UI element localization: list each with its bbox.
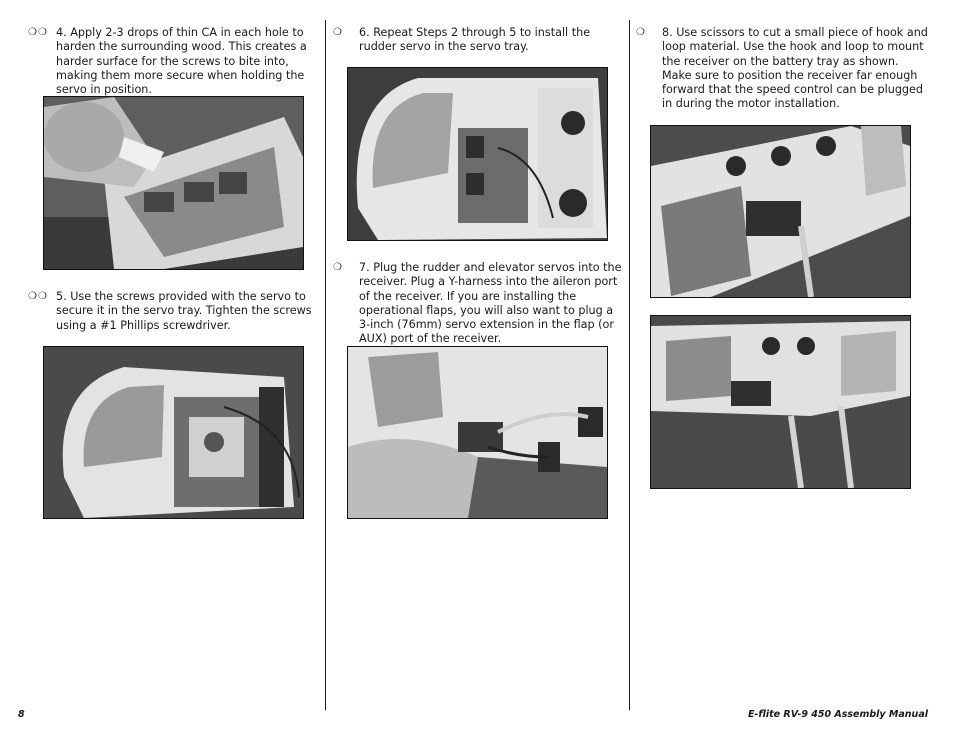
- checkbox-icon[interactable]: ❍: [333, 27, 343, 38]
- photo-ca-application-image: [44, 97, 303, 269]
- photo-rudder-servo-image: [348, 68, 607, 240]
- column-divider-2: [629, 20, 630, 710]
- step-4-text: 4. Apply 2-3 drops of thin CA in each hole to harden the surrounding wood. This creates a harder surface for the screws to bite into, making them more secure when holding the servo in position.: [56, 26, 307, 97]
- step-8: [636, 26, 931, 112]
- photo-receiver-mount-top: [650, 125, 911, 298]
- photo-servo-screws: [43, 346, 304, 519]
- photo-receiver-mount-side-image: [651, 316, 910, 488]
- column-divider-1: [325, 20, 326, 710]
- checkbox-icon[interactable]: ❍❍: [28, 27, 48, 38]
- step-7: [333, 261, 623, 347]
- step-5-text: 5. Use the screws provided with the servo to secure it in the servo tray. Tighten the screws using a #1 Phillips screwdriver.: [56, 290, 312, 332]
- photo-receiver-plugging-image: [348, 347, 607, 518]
- step-4: [28, 26, 320, 97]
- step-6: [333, 26, 621, 55]
- photo-receiver-plugging: [347, 346, 608, 519]
- step-5: [28, 290, 320, 333]
- photo-rudder-servo: [347, 67, 608, 241]
- checkbox-icon[interactable]: ❍❍: [28, 291, 48, 302]
- photo-ca-application: [43, 96, 304, 270]
- checkbox-icon[interactable]: ❍: [636, 27, 646, 38]
- photo-receiver-mount-side: [650, 315, 911, 489]
- checkbox-icon[interactable]: ❍: [333, 262, 343, 273]
- page-number: 8: [18, 709, 25, 720]
- photo-servo-screws-image: [44, 347, 303, 518]
- photo-receiver-mount-top-image: [651, 126, 910, 297]
- manual-title: E-flite RV-9 450 Assembly Manual: [747, 709, 928, 720]
- step-7-text: 7. Plug the rudder and elevator servos into the receiver. Plug a Y-harness into the aileron port of the receiver. If you are installing the operational flaps, you will also want to plug a 3-inch (76mm) servo extension in the flap (or AUX) port of the receiver.: [359, 261, 622, 346]
- step-6-text: 6. Repeat Steps 2 through 5 to install the rudder servo in the servo tray.: [359, 26, 591, 54]
- step-8-text: 8. Use scissors to cut a small piece of hook and loop material. Use the hook and loop to mount the receiver on the battery tray as shown. Make sure to position the receiver far enough forward that the speed control can be plugged in during the motor installation.: [662, 26, 928, 111]
